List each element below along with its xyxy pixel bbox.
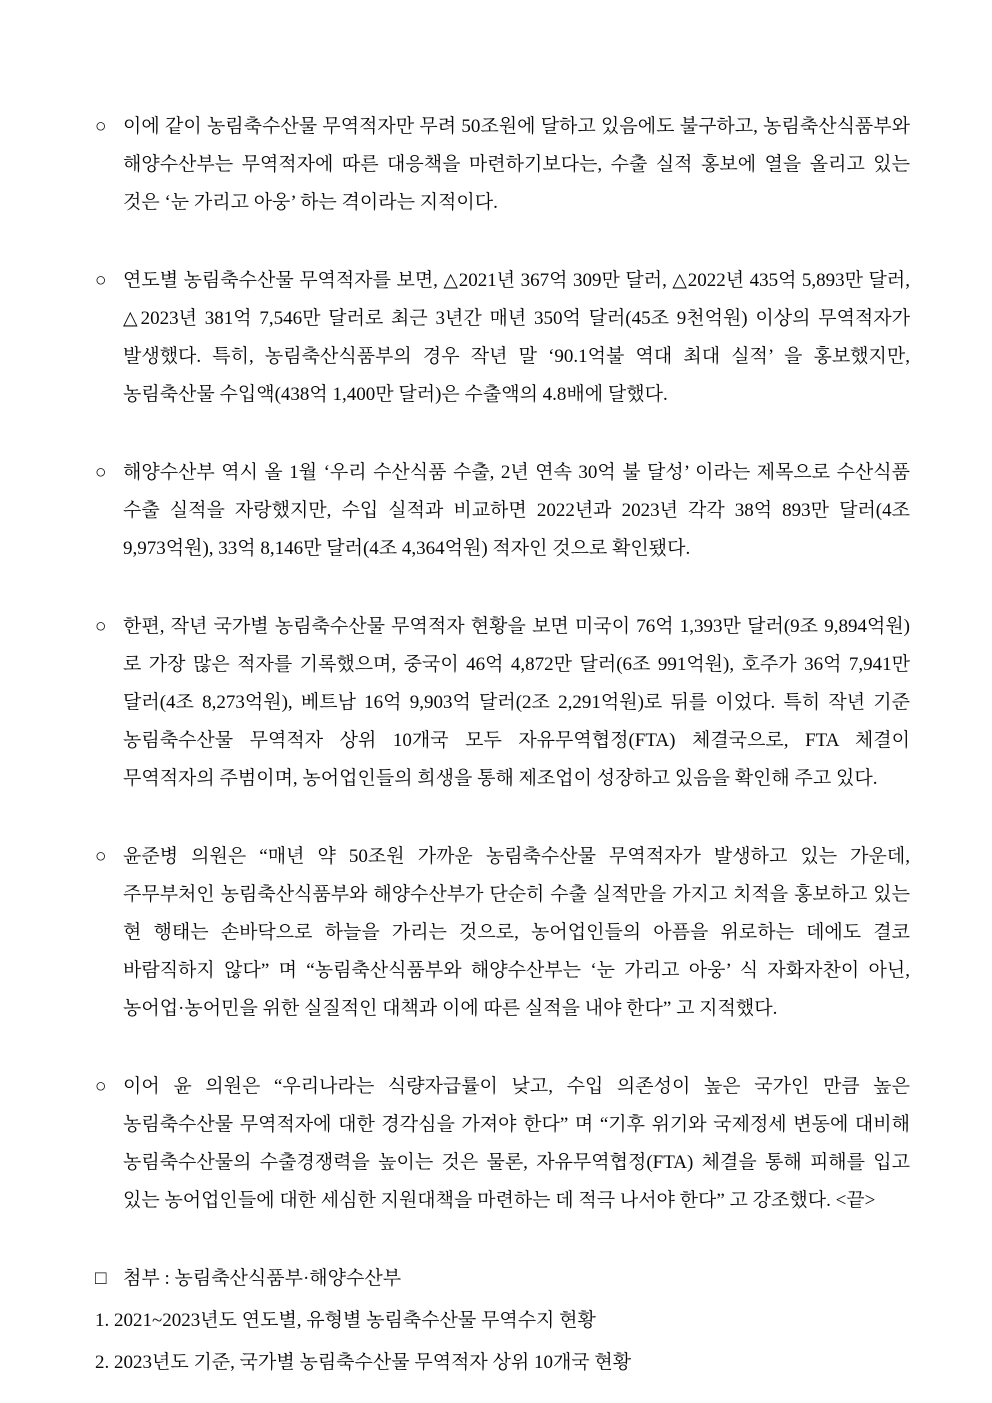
paragraph-text: 해양수산부 역시 올 1월 ‘우리 수산식품 수출, 2년 연속 30억 불 달성’ 이라는 제목으로 수산식품 수출 실적을 자랑했지만, 수입 실적과 비교하면 2022년과 2023년 각각 38억 893만 달러(4조 9,973억원), 33억 8,146만 달러(4조 4,364억원) 적자인 것으로 확인됐다. (123, 462, 910, 559)
paragraph (95, 1068, 910, 1220)
circle-bullet: ○ (95, 616, 107, 637)
square-bullet: □ (95, 1268, 107, 1289)
attachment-section (95, 1260, 910, 1382)
paragraph-text: 이어 윤 의원은 “우리나라는 식량자급률이 낮고, 수입 의존성이 높은 국가인 만큼 높은 농림축수산물 무역적자에 대한 경각심을 가져야 한다” 며 “기후 위기와 국제정세 변동에 대비해 농림축수산물의 수출경쟁력을 높이는 것은 물론, 자유무역협정(FTA) 체결을 통해 피해를 입고 있는 농어업인들에 대한 세심한 지원대책을 마련하는 데 적극 나서야 한다” 고 강조했다. <끝> (123, 1076, 910, 1211)
paragraph-text: 연도별 농림축수산물 무역적자를 보면, △2021년 367억 309만 달러, △2022년 435억 5,893만 달러, △2023년 381억 7,546만 달러로 최근 3년간 매년 350억 달러(45조 9천억원) 이상의 무역적자가 발생했다. 특히, 농림축산식품부의 경우 작년 말 ‘90.1억불 역대 최대 실적’ 을 홍보했지만, 농림축산물 수입액(438억 1,400만 달러)은 수출액의 4.8배에 달했다. (123, 270, 910, 405)
circle-bullet: ○ (95, 1076, 107, 1097)
attachment-item: 2. 2023년도 기준, 국가별 농림축수산물 무역적자 상위 10개국 현황 (95, 1352, 632, 1373)
circle-bullet: ○ (95, 270, 107, 291)
paragraph (95, 262, 910, 414)
paragraph-text: 이에 같이 농림축수산물 무역적자만 무려 50조원에 달하고 있음에도 불구하고, 농림축산식품부와 해양수산부는 무역적자에 따른 대응책을 마련하기보다는, 수출 실적 홍보에 열을 올리고 있는 것은 ‘눈 가리고 아웅’ 하는 격이라는 지적이다. (123, 116, 910, 213)
attachment-title-text: 첨부 : 농림축산식품부·해양수산부 (123, 1268, 402, 1289)
paragraph-text: 한편, 작년 국가별 농림축수산물 무역적자 현황을 보면 미국이 76억 1,393만 달러(9조 9,894억원)로 가장 많은 적자를 기록했으며, 중국이 46억 4,872만 달러(6조 991억원), 호주가 36억 7,941만 달러(4조 8,273억원), 베트남 16억 9,903억 달러(2조 2,291억원)로 뒤를 이었다. 특히 작년 기준 농림축수산물 무역적자 상위 10개국 모두 자유무역협정(FTA) 체결국으로, FTA 체결이 무역적자의 주범이며, 농어업인들의 희생을 통해 제조업이 성장하고 있음을 확인해 주고 있다. (123, 616, 910, 789)
paragraph (95, 454, 910, 568)
circle-bullet: ○ (95, 116, 107, 137)
paragraph (95, 108, 910, 222)
attachment-item: 1. 2021~2023년도 연도별, 유형별 농림축수산물 무역수지 현황 (95, 1310, 596, 1331)
paragraph-text: 윤준병 의원은 “매년 약 50조원 가까운 농림축수산물 무역적자가 발생하고 있는 가운데, 주무부처인 농림축산식품부와 해양수산부가 단순히 수출 실적만을 가지고 치적을 홍보하고 있는 현 행태는 손바닥으로 하늘을 가리는 것으로, 농어업인들의 아픔을 위로하는 데에도 결코 바람직하지 않다” 며 “농림축산식품부와 해양수산부는 ‘눈 가리고 아웅’ 식 자화자찬이 아닌, 농어업·농어민을 위한 실질적인 대책과 이에 따른 실적을 내야 한다” 고 지적했다. (123, 846, 910, 1019)
attachment-title (95, 1260, 910, 1298)
circle-bullet: ○ (95, 462, 107, 483)
paragraph (95, 608, 910, 798)
circle-bullet: ○ (95, 846, 107, 867)
paragraph (95, 838, 910, 1028)
